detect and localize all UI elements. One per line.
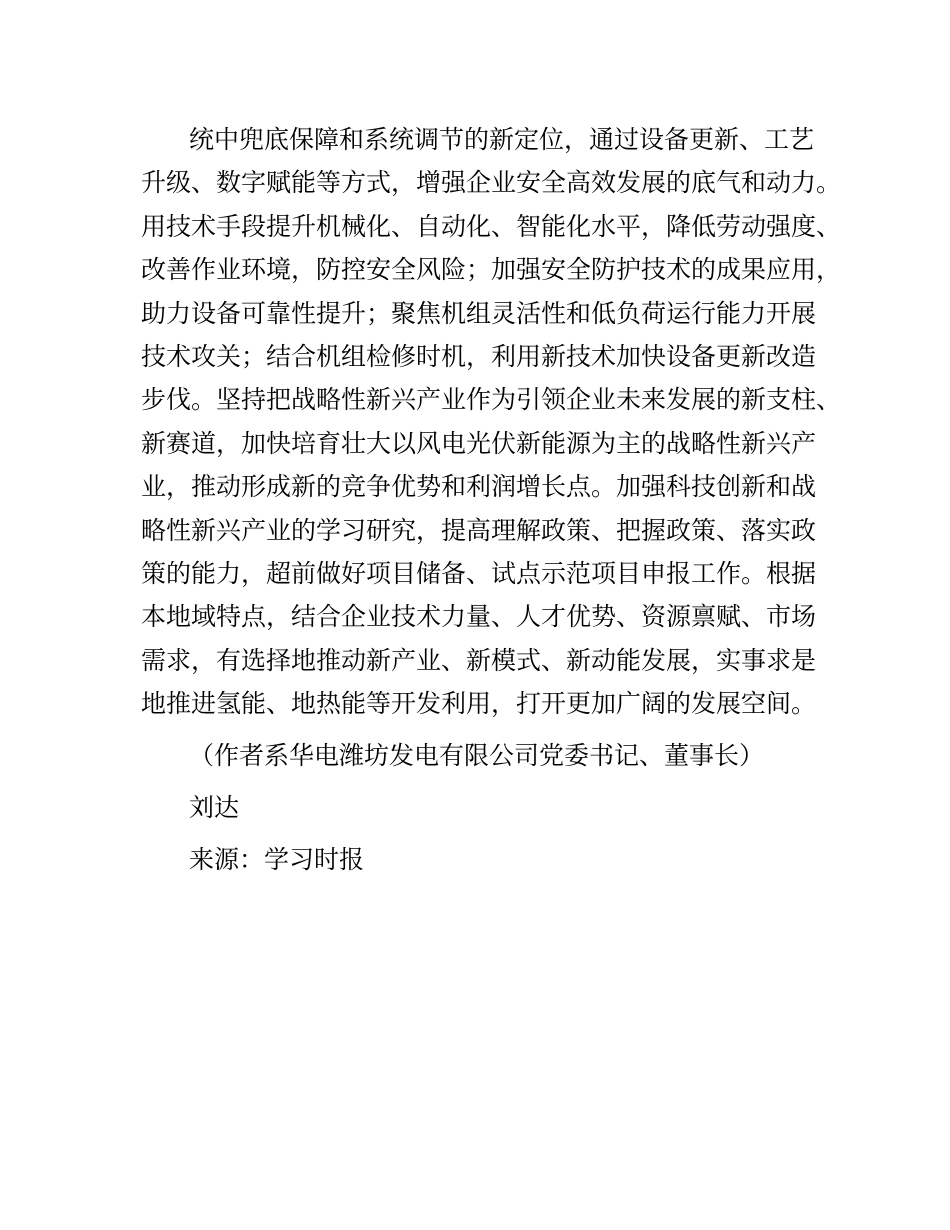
author-name: 刘达: [189, 794, 240, 823]
author-note: （作者系华电潍坊发电有限公司党委书记、董事长）: [189, 742, 765, 771]
body-line: 略性新兴产业的学习研究，提高理解政策、把握政策、落实政: [141, 516, 817, 545]
body-line: 本地域特点，结合企业技术力量、人才优势、资源禀赋、市场: [141, 603, 817, 632]
body-line: 统中兜底保障和系统调节的新定位，通过设备更新、工艺: [189, 126, 815, 154]
body-line: 改善作业环境，防控安全风险；加强安全防护技术的成果应用，: [141, 256, 842, 285]
body-line: 新赛道，加快培育壮大以风电光伏新能源为主的战略性新兴产: [141, 429, 817, 458]
document-content: [141, 119, 842, 882]
body-line: 技术攻关；结合机组检修时机，利用新技术加快设备更新改造: [141, 342, 817, 371]
body-line: 业，推动形成新的竞争优势和利润增长点。加强科技创新和战: [141, 473, 817, 502]
source-line: 来源：学习时报: [189, 846, 365, 875]
body-line: 用技术手段提升机械化、自动化、智能化水平，降低劳动强度、: [141, 212, 842, 241]
body-line: 地推进氢能、地热能等开发利用，打开更加广阔的发展空间。: [141, 690, 817, 719]
body-line: 步伐。坚持把战略性新兴产业作为引领企业未来发展的新支柱、: [141, 386, 842, 415]
body-line: 需求，有选择地推动新产业、新模式、新动能发展，实事求是: [141, 646, 817, 675]
body-line: 助力设备可靠性提升；聚焦机组灵活性和低负荷运行能力开展: [141, 299, 817, 328]
body-paragraph: [141, 119, 842, 726]
body-line: 升级、数字赋能等方式，增强企业安全高效发展的底气和动力。: [141, 169, 842, 198]
body-line: 策的能力，超前做好项目储备、试点示范项目申报工作。根据: [141, 559, 817, 588]
